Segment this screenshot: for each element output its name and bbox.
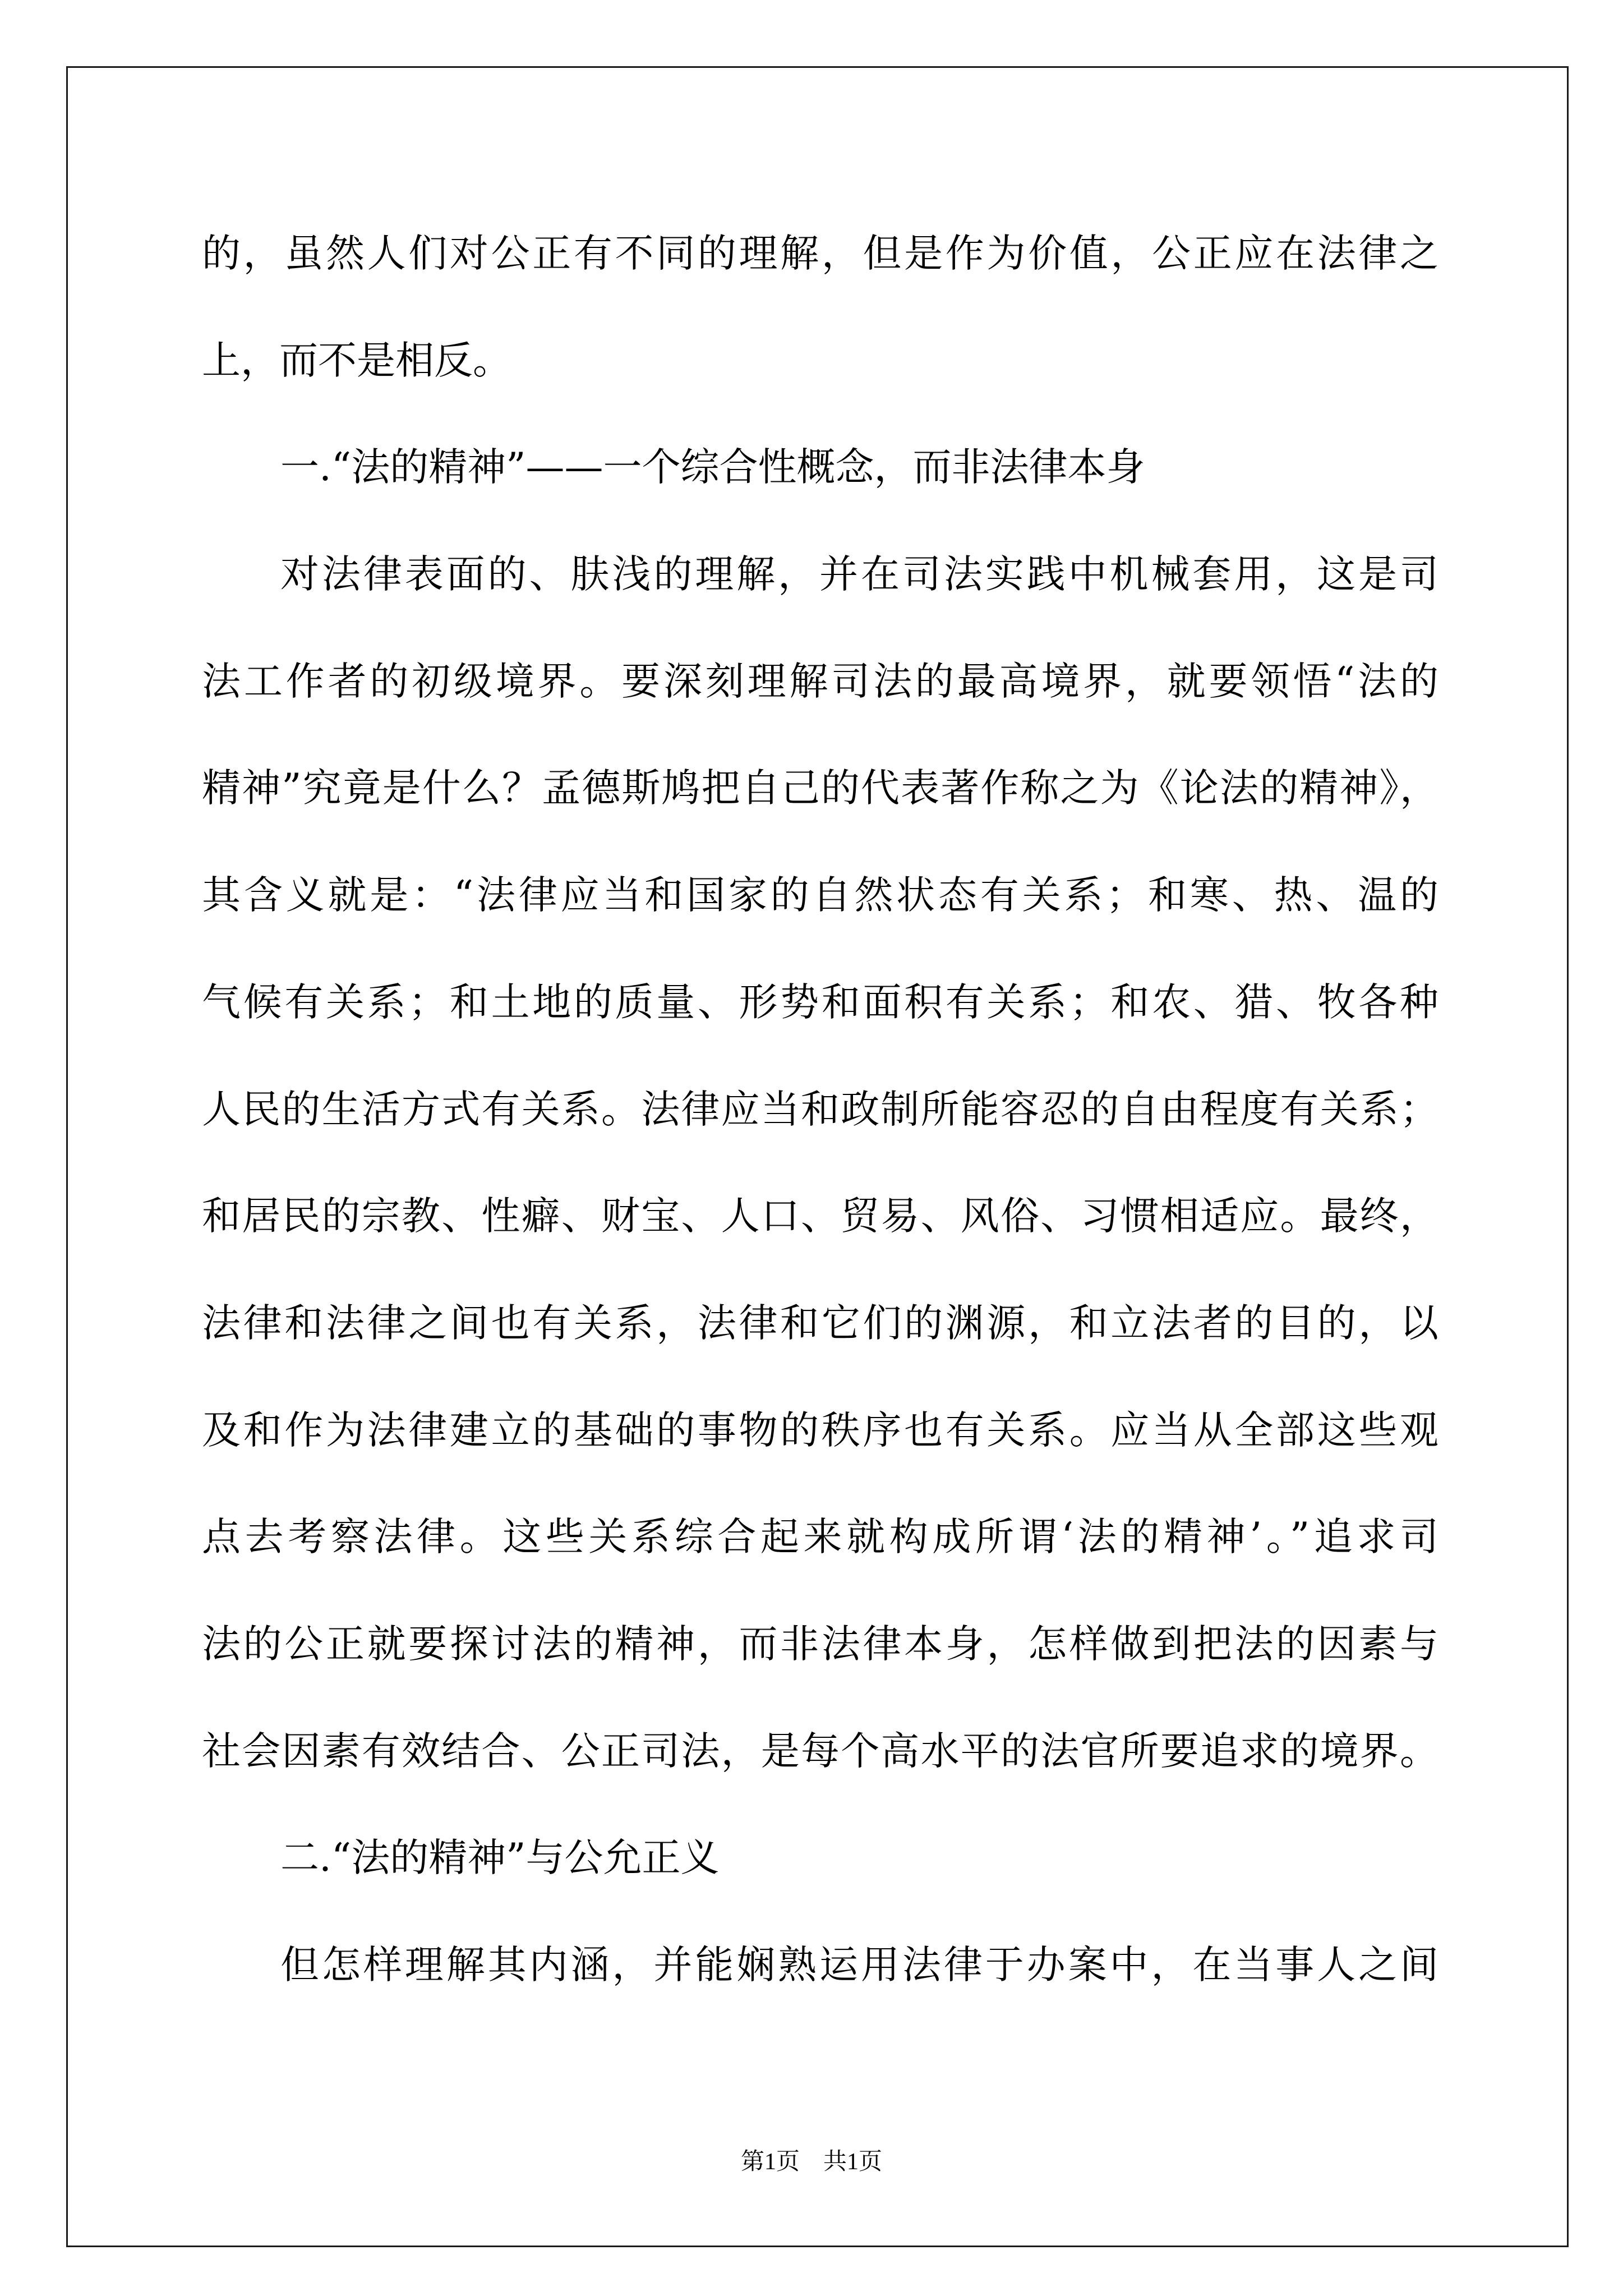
- text-line: 及和作为法律建立的基础的事物的秩序也有关系。应当从全部这些观: [202, 1407, 1438, 1453]
- text-line: 其含义就是：“法律应当和国家的自然状态有关系；和寒、热、温的: [202, 873, 1438, 918]
- text-line: 法律和法律之间也有关系，法律和它们的渊源，和立法者的目的，以: [202, 1300, 1438, 1346]
- text-line: 社会因素有效结合、公正司法，是每个高水平的法官所要追求的境界。: [202, 1728, 1438, 1774]
- section-heading: 一.“法的精神”——一个综合性概念，而非法律本身: [280, 445, 1145, 490]
- text-line: 上，而不是相反。: [202, 338, 511, 383]
- text-line: 法工作者的初级境界。要深刻理解司法的最高境界，就要领悟“法的: [202, 659, 1438, 704]
- text-line: 但怎样理解其内涵，并能娴熟运用法律于办案中，在当事人之间: [280, 1943, 1438, 1987]
- text-line: 对法律表面的、肤浅的理解，并在司法实践中机械套用，这是司: [280, 552, 1438, 597]
- section-heading: 二.“法的精神”与公允正义: [280, 1835, 720, 1881]
- text-line: 的，虽然人们对公正有不同的理解，但是作为价值，公正应在法律之: [202, 231, 1438, 276]
- text-line: 精神”究竟是什么？孟德斯鸠把自己的代表著作称之为《论法的精神》，: [202, 766, 1438, 811]
- page-footer: 第1页 共1页: [740, 2149, 882, 2175]
- text-line: 点去考察法律。这些关系综合起来就构成所谓‘法的精神’。”追求司: [202, 1515, 1438, 1560]
- text-line: 人民的生活方式有关系。法律应当和政制所能容忍的自由程度有关系；: [202, 1087, 1438, 1132]
- text-line: 气候有关系；和土地的质量、形势和面积有关系；和农、猎、牧各种: [202, 979, 1438, 1025]
- text-line: 法的公正就要探讨法的精神，而非法律本身，怎样做到把法的因素与: [202, 1621, 1438, 1667]
- text-line: 和居民的宗教、性癖、财宝、人口、贸易、风俗、习惯相适应。最终，: [202, 1194, 1438, 1239]
- document-body: [202, 200, 1438, 2019]
